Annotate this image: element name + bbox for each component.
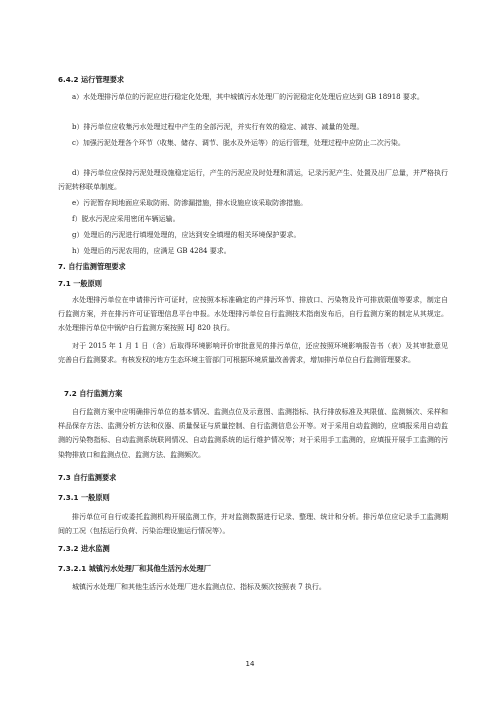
section-heading-6-4-2: 6.4.2 运行管理要求 [58, 75, 125, 84]
section-heading-7-3-1: 7.3.1 一般原则 [58, 493, 110, 502]
paragraph-6-4-2-b: b）排污单位应收集污水处理过程中产生的全部污泥，并实行有效的稳定、减容、减量的处理。 [72, 123, 364, 131]
paragraph-7-3-2-1-1: 城镇污水处理厂和其他生活污水处理厂进水监测点位、指标及频次按照表 7 执行。 [72, 583, 326, 591]
paragraph-6-4-2-c: c）加强污泥处理各个环节（收集、储存、调节、脱水及外运等）的运行管理，处理过程中应防止二次污染。 [72, 139, 405, 147]
paragraph-6-4-2-h: h）处理后的污泥农用的，应满足 GB 4284 要求。 [72, 247, 231, 255]
paragraph-6-4-2-d: d）排污单位应保持污泥处理设施稳定运行，产生的污泥应及时处理和清运，记录污泥产生、处置及出厂总量，并严格执行污泥转移联单制度。 [58, 169, 448, 192]
section-heading-7-2: 7.2 自行监测方案 [64, 389, 123, 398]
paragraph-7-2-1: 自行监测方案中应明确排污单位的基本情况、监测点位及示意图、监测指标、执行排放标准及其限值、监测频次、采样和样品保存方法、监测分析方法和仪器、质量保证与质量控制、自行监测信息公开等。对于采用自动监测的，应填报采用自动监测的污染物指标、自动监测系统联网情况、自动监测系统的运行维护情况等；对于采用手工监测的，应填报开展手工监测的污染物排放口和监测点位、监测方法、监测频次。 [58, 408, 448, 459]
paragraph-6-4-2-g: g）处理后的污泥进行填埋处理的，应达到安全填埋的相关环境保护要求。 [72, 231, 301, 239]
section-heading-7: 7. 自行监测管理要求 [58, 262, 126, 271]
section-heading-7-1: 7.1 一般原则 [58, 279, 102, 288]
paragraph-7-1-2: 对于 2015 年 1 月 1 日（含）后取得环境影响评价审批意见的排污单位，还应按照环境影响报告书（表）及其审批意见完善自行监测要求。有核发权的地方生态环境主管部门可根据环境质量改善需求，增加排污单位自行监测管理要求。 [58, 342, 448, 365]
section-heading-7-3-2-1: 7.3.2.1 城镇污水处理厂和其他生活污水处理厂 [58, 564, 211, 573]
paragraph-6-4-2-e: e）污泥暂存间地面应采取防雨、防渗漏措施，排水设施应该采取防渗措施。 [72, 199, 308, 207]
paragraph-7-1-1: 水处理排污单位在申请排污许可证时，应按照本标准确定的产排污环节、排放口、污染物及许可排放限值等要求，制定自行监测方案，并在排污许可证管理信息平台申报。水处理排污单位自行监测技术指南发布后，自行监测方案的制定从其规定。水处理排污单位中锅炉自行监测方案按照 HJ 820 执行。 [58, 296, 448, 333]
page-number: 14 [245, 660, 255, 668]
paragraph-6-4-2-a: a）水处理排污单位的污泥应进行稳定化处理，其中城镇污水处理厂的污泥稳定化处理后应达到 GB 18918 要求。 [72, 93, 424, 101]
paragraph-6-4-2-f: f）脱水污泥应采用密闭车辆运输。 [72, 215, 180, 223]
section-heading-7-3-2: 7.3.2 进水监测 [58, 544, 110, 553]
paragraph-7-3-1-1: 排污单位可自行或委托监测机构开展监测工作，并对监测数据进行记录、整理、统计和分析。排污单位应记录手工监测期间的工况（包括运行负荷、污染治理设施运行情况等）。 [58, 513, 448, 536]
section-heading-7-3: 7.3 自行监测要求 [58, 473, 117, 482]
